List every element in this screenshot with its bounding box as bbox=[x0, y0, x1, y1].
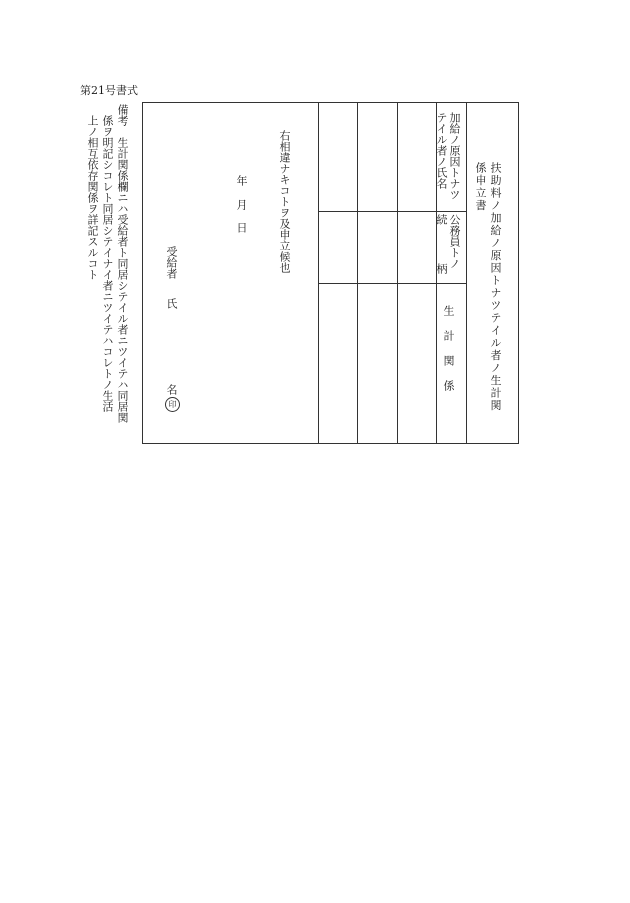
remarks-line2: 係ヲ明記シコレト同居シテイナイ者ニツイテハコレトノ生活 bbox=[101, 115, 114, 412]
seal-mark: 印 bbox=[165, 397, 180, 412]
date-day: 日 bbox=[235, 222, 248, 233]
recipient-name-prefix: 氏 bbox=[165, 298, 178, 309]
column-divider bbox=[318, 103, 319, 443]
header-relation-line3: 柄 bbox=[435, 263, 448, 274]
form-frame bbox=[142, 102, 519, 444]
header-name-line1: 加給ノ原因トナツ bbox=[448, 112, 461, 200]
column-divider bbox=[357, 103, 358, 443]
declaration-text: 右相違ナキコトヲ及申立候也 bbox=[278, 130, 291, 273]
header-livelihood: 生計関係 bbox=[442, 305, 455, 405]
remarks-line3: 上ノ相互依存関係ヲ詳記スルコト bbox=[86, 115, 99, 280]
column-divider bbox=[466, 103, 467, 443]
remarks-line1: 備考 生計関係欄ニハ受給者ト同居シテイル者ニツイテハ同居関 bbox=[116, 104, 129, 423]
column-divider bbox=[397, 103, 398, 443]
recipient-label: 受給者 bbox=[165, 246, 178, 279]
row-divider bbox=[318, 211, 466, 212]
date-month: 月 bbox=[235, 199, 248, 210]
header-relation-line2: 続 bbox=[435, 214, 448, 225]
form-title-line1: 扶助料ノ加給ノ原因トナツテイル者ノ生計関 bbox=[489, 162, 502, 412]
row-divider bbox=[318, 283, 466, 284]
header-name-line2: テイル者ノ氏名 bbox=[435, 112, 448, 189]
form-number: 第21号書式 bbox=[80, 84, 138, 97]
date-year: 年 bbox=[235, 175, 248, 186]
form-title-line2: 係申立書 bbox=[474, 162, 487, 212]
recipient-name-suffix: 名 bbox=[165, 384, 178, 395]
header-relation-line1: 公務員トノ bbox=[448, 214, 461, 269]
